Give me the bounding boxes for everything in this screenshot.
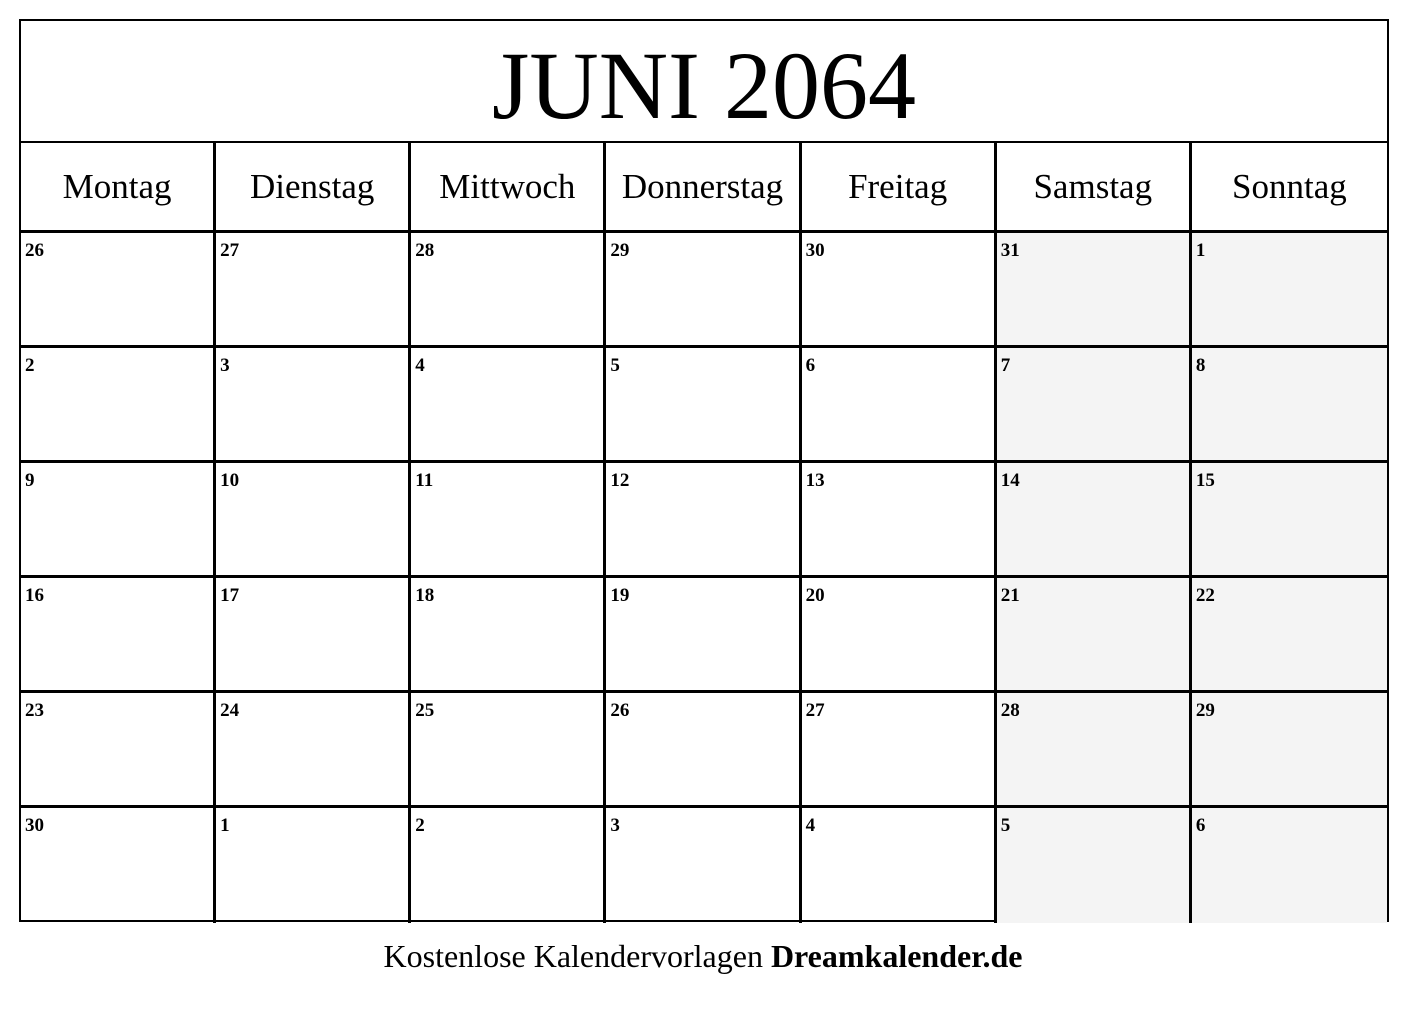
weekday-sunday: Sonntag [1192, 143, 1387, 233]
weekday-monday: Montag [21, 143, 216, 233]
day-cell: 29 [606, 233, 801, 348]
day-cell: 19 [606, 578, 801, 693]
day-cell: 6 [802, 348, 997, 463]
day-cell: 30 [802, 233, 997, 348]
day-cell: 26 [21, 233, 216, 348]
day-cell: 22 [1192, 578, 1387, 693]
weekday-wednesday: Mittwoch [411, 143, 606, 233]
day-cell: 15 [1192, 463, 1387, 578]
day-cell: 8 [1192, 348, 1387, 463]
day-cell: 28 [997, 693, 1192, 808]
page-title: JUNI 2064 [492, 32, 916, 139]
day-cell: 4 [411, 348, 606, 463]
day-cell: 11 [411, 463, 606, 578]
weekday-header [21, 143, 1387, 233]
day-cell: 21 [997, 578, 1192, 693]
day-cell: 4 [802, 808, 997, 923]
footer [0, 938, 1406, 975]
day-cell: 30 [21, 808, 216, 923]
day-cell: 27 [802, 693, 997, 808]
weekday-thursday: Donnerstag [606, 143, 801, 233]
footer-brand: Dreamkalender.de [770, 938, 1023, 974]
day-cell: 1 [1192, 233, 1387, 348]
day-cell: 3 [216, 348, 411, 463]
day-cell: 20 [802, 578, 997, 693]
calendar [19, 19, 1389, 922]
day-cell: 9 [21, 463, 216, 578]
day-cell: 5 [606, 348, 801, 463]
day-cell: 6 [1192, 808, 1387, 923]
day-cell: 31 [997, 233, 1192, 348]
day-cell: 18 [411, 578, 606, 693]
day-cell: 14 [997, 463, 1192, 578]
day-cell: 12 [606, 463, 801, 578]
day-cell: 13 [802, 463, 997, 578]
weekday-friday: Freitag [802, 143, 997, 233]
day-cell: 3 [606, 808, 801, 923]
weekday-tuesday: Dienstag [216, 143, 411, 233]
day-cell: 26 [606, 693, 801, 808]
day-cell: 28 [411, 233, 606, 348]
day-cell: 17 [216, 578, 411, 693]
day-cell: 10 [216, 463, 411, 578]
day-cell: 1 [216, 808, 411, 923]
footer-text: Kostenlose Kalendervorlagen [383, 938, 771, 974]
day-cell: 24 [216, 693, 411, 808]
day-cell: 2 [21, 348, 216, 463]
day-cell: 23 [21, 693, 216, 808]
day-cell: 25 [411, 693, 606, 808]
day-cell: 2 [411, 808, 606, 923]
day-cell: 5 [997, 808, 1192, 923]
day-grid [21, 233, 1387, 923]
weekday-saturday: Samstag [997, 143, 1192, 233]
title-row [21, 21, 1387, 143]
day-cell: 7 [997, 348, 1192, 463]
day-cell: 29 [1192, 693, 1387, 808]
day-cell: 16 [21, 578, 216, 693]
day-cell: 27 [216, 233, 411, 348]
